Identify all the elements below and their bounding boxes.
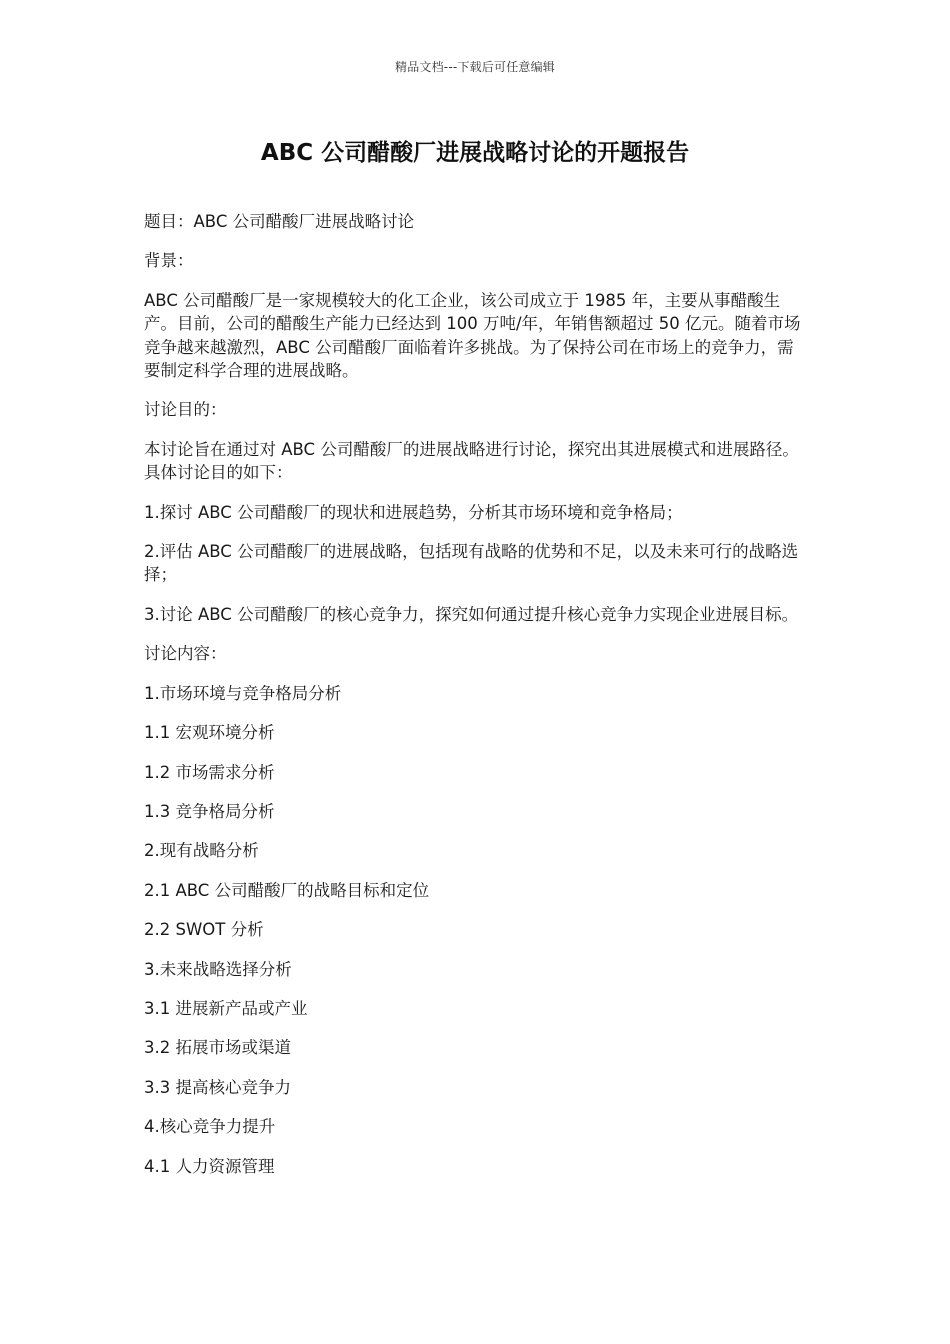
outline-item: 1.3 竞争格局分析 — [144, 801, 275, 821]
paragraph-purpose-2: 2.评估 ABC 公司醋酸厂的进展战略，包括现有战略的优势和不足，以及未来可行的战略选择； — [144, 542, 799, 585]
outline-item: 3.3 提高核心竞争力 — [144, 1077, 291, 1097]
paragraph-content-label: 讨论内容： — [144, 644, 227, 664]
header-note: 精品文档---下载后可任意编辑 — [395, 60, 555, 74]
outline-item: 1.市场环境与竞争格局分析 — [144, 683, 342, 703]
outline-item: 3.未来战略选择分析 — [144, 959, 292, 979]
paragraph-purpose: 本讨论旨在通过对 ABC 公司醋酸厂的进展战略进行讨论，探究出其进展模式和进展路径。具体讨论目的如下： — [144, 439, 799, 483]
paragraph-topic: 题目：ABC 公司醋酸厂进展战略讨论 — [144, 212, 415, 231]
outline-item: 2.现有战略分析 — [144, 841, 259, 861]
document-body — [144, 210, 806, 1194]
paragraph-background-label: 背景： — [144, 251, 194, 271]
outline-item: 3.1 进展新产品或产业 — [144, 998, 308, 1018]
outline-item: 4.核心竞争力提升 — [144, 1117, 276, 1137]
paragraph-purpose-label: 讨论目的： — [144, 400, 227, 420]
outline-item: 3.2 拓展市场或渠道 — [144, 1038, 291, 1058]
paragraph-background: ABC 公司醋酸厂是一家规模较大的化工企业，该公司成立于 1985 年，主要从事醋酸生产。目前，公司的醋酸生产能力已经达到 100 万吨/年，年销售额超过 50 亿元。随着市场竞争越来越激烈，ABC 公司醋酸厂面临着许多挑战。为了保持公司在市场上的竞争力，需要制定科学合理的进展战略。 — [144, 290, 801, 381]
document-title: ABC 公司醋酸厂进展战略讨论的开题报告 — [260, 140, 690, 166]
outline-item: 2.2 SWOT 分析 — [144, 920, 264, 940]
paragraph-purpose-3: 3.讨论 ABC 公司醋酸厂的核心竞争力，探究如何通过提升核心竞争力实现企业进展目标。 — [144, 604, 799, 624]
outline-item: 1.2 市场需求分析 — [144, 762, 275, 782]
outline-item: 2.1 ABC 公司醋酸厂的战略目标和定位 — [144, 880, 430, 900]
outline-item: 4.1 人力资源管理 — [144, 1156, 275, 1176]
paragraph-purpose-1: 1.探讨 ABC 公司醋酸厂的现状和进展趋势，分析其市场环境和竞争格局； — [144, 502, 683, 522]
outline-item: 1.1 宏观环境分析 — [144, 723, 275, 743]
